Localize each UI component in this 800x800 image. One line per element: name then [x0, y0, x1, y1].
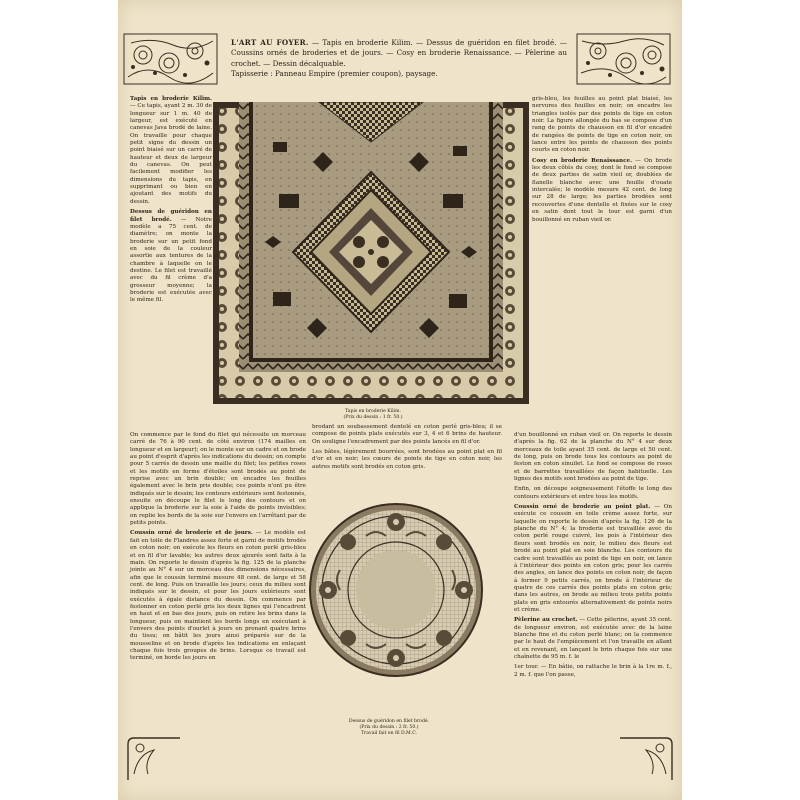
cushion-openwork-details: Les bâtes, légèrement bourrées, sont brodées au point plat en fil d'or et en noir; les cœurs de points de tige en coton noir, les autres motifs sont brodés en coton gris.	[312, 449, 502, 470]
column-2-body	[312, 424, 502, 474]
column-1-body	[130, 432, 306, 666]
floral-ornament-right	[576, 33, 671, 85]
magazine-page	[118, 0, 682, 800]
doily-section-text: — Notre modèle a 75 cent. de diamètre; on monte la broderie sur un petit fond en soie de la couleur assortie aux tentures de la chambre à laquelle on le destine. Le filet est travaillé avec du fil crème d'a grosseur moyenne; la broderie est exécutée avec le même fil.	[130, 216, 212, 304]
header-contents: — Tapis en broderie Kilim. — Dessus de guéridon en filet brodé. — Coussins ornés de broderies et de jours. — Cosy en broderie Renaissance. — Pèlerine au crochet. — Dessin décalquable.	[231, 38, 567, 68]
cushion-openwork-text: — Le modèle est fait en toile de Flandres assez forte et garni de motifs brodés en coton noir; on exécute les fleurs en coton perlé gris-bleu et en fil d'or lavable; les autres deux ajourés sont faits à la main. On reporte le dessin d'après la fig. 125 de la planche jointe au N° 4 sur un morceau des dimensions nécessaires, afin que le coussin terminé mesure 48 cent. de large et 58 cent. de long. Puis on travaille les jours; ceux du milieu sont indiqués sur le dessin, et pour les jours extérieurs sont exécutés à égale distance du dessin. On commence par festonner en coton perlé gris les deux lignes qui l'encadrent en haut et en bas des jours, puis on retire les brins dans la longueur, puis on maintient les bords longs en exécutant à l'envers des points d'ourlet à jours en prenant quatre brins du tissu; on bâtit les jours ainsi préparés sur de la mousseline et on brode d'après les indications en enlaçant chaque fois trois groupes de brins. Lorsque ce travail est terminé, on borde les jours en	[130, 530, 307, 662]
doily-section-title: Dessus de guéridon en filet brodé.	[130, 209, 212, 223]
flat-stitch-cushion-text: — On exécute ce coussin en toile crème assez forte, sur laquelle on reporte le dessin d'après la fig. 126 de la planche du N° 4; la broderie est travaillée avec du coton perlé rouge cuivré, les pois à l'intérieur des fleurs sont brodés en noir, le milieu des fleurs est brodé au point plat en soie blanche. Les contours du cadre sont travaillés au point de tige en noir, on lance à l'intérieur des points en coton gris; pour les carrés des angles, on lance des points en coton noir, de façon à former 9 petits carrés, on brode à l'intérieur de quatre de ces carrés des points plats en coton gris; dans les autres, on brode au milieu trois petits points plats en gris entourés alternativement de points noirs et crème.	[514, 504, 672, 613]
rug-caption	[318, 409, 428, 421]
rug-section-title: Tapis en broderie Kilim.	[130, 96, 212, 102]
corner-ornament-left	[124, 734, 184, 784]
column-left-top	[130, 96, 212, 308]
column-3-body	[514, 432, 672, 682]
corner-ornament-right	[616, 734, 676, 784]
rug-caption-title: Tapis en broderie Kilim.	[345, 409, 401, 414]
rug-section-text: — Ce tapis, ayant 2 m. 30 de longueur sur 1 m. 40 de largeur, est exécuté en canevas Java brodé de laine. On travaille pour chaque petit signe du dessin un point biaisé sur un carré de hauteur et deux de largeur du canevas. On peut facilement modifier les dimensions du tapis, en supprimant ou bien en ajoutant des motifs du dessin.	[130, 103, 212, 205]
header-title: L'ART AU FOYER.	[231, 38, 309, 47]
round-doily-illustration	[306, 470, 486, 718]
header-line3: Tapisserie : Panneau Empire (premier coupon), paysage.	[231, 69, 438, 79]
doily-instructions: On commence par le fond du filet qui nécessite un morceau carré de 76 à 90 cent. de côté environ (174 mailles en longueur et en largeur); on le monte sur un cadre et on brode au point d'esprit d'après les indications du dessin; on compte pour 5 carrés de dessin une maille du filet; les petites roses et les motifs en forme d'étoiles sont brodés au point de reprise avec un brin double; on encadre les feuilles également avec le brin pris double; ces points n'ont pu être indiqués sur le dessin; les contours extérieurs sont festonnés, ensuite on découpe le filet le long des contours et on applique la broderie sur la soie à l'aide de points invisibles; on replie les bords de la soie sur l'envers en l'arrêtant par de petits points.	[130, 432, 306, 527]
crochet-cape-text: — Cette pèlerine, ayant 35 cent. de longueur environ, est exécutée avec de la laine blanche fine et du coton perlé blanc; on la commence par le haut de l'empiècement et l'on travaille en allant et en revenant, en lançant le brin chaque fois sur une chaînette de 95 m. f. le	[514, 617, 672, 660]
doily-caption-note: Travail fait en fil D.M.C.	[360, 731, 418, 736]
cosy-instructions-continued: d'un bouillonné en ruban vieil or. On reporte le dessin d'après la fig. 62 de la planche du N° 4 sur deux morceaux de toile ayant 35 cent. de large et 50 cent. de long, puis on brode tous les contours au point de feston en coton sinuilet. Le fond se compose de roses et de barrettes travaillées de façon habituelle. Les lignes des motifs sont brodées au point de tige.	[514, 432, 672, 483]
doily-caption	[324, 719, 454, 737]
floral-ornament-left	[123, 33, 218, 85]
cushion-openwork-continued: brodant un soubassement dentelé en coton perlé gris-bleu; il se compose de points plats exécutés sur 3, 4 et 6 brins de hauteur. On souligne l'encadrement par des points lancés en fil d'or.	[312, 424, 502, 445]
rug-embroidery-continued: gris-bleu, les feuilles au point plat biaisé, les nervures des feuilles en noir; on encadre les triangles isolés par des points de tige en coton noir. La figure allongée du bas se compose d'un rang de points de chausson en fil d'or encadré de rangées de points de tige en coton noir, on lance entre les points de chausson des points courts en coton noir.	[532, 96, 672, 154]
column-right-top	[532, 96, 672, 227]
cushion-openwork-title: Coussin orné de broderie et de jours.	[130, 530, 253, 537]
crochet-cape-title: Pèlerine au crochet.	[514, 617, 578, 624]
rug-caption-price: (Prix du dessin : 1 fr. 50.)	[343, 415, 403, 420]
doily-caption-title: Dessus de guéridon en filet brodé.	[348, 719, 430, 724]
crochet-first-row: 1er tour. — En bâtie, on rattache le brin à la 1re m. f., 2 m. f. que l'on passe,	[514, 664, 672, 678]
doily-caption-price: (Prix du dessin : 2 fr. 50.)	[359, 725, 419, 730]
cosy-section-title: Cosy en broderie Renaissance.	[532, 157, 633, 164]
page-header	[231, 38, 567, 80]
flat-stitch-cushion-title: Coussin orné de broderie au point plat.	[514, 504, 651, 511]
cosy-cutting-note: Enfin, on découpe soigneusement l'étoffe le long des contours extérieurs et entre tous les motifs.	[514, 486, 672, 500]
kilim-rug-illustration	[213, 102, 529, 404]
cosy-section-text: — On brode les deux côtés du cosy, dont le fond se compose de deux parties de satin vieil or, doublées de flanelle blanche avec une feuille d'ouate intercalée; le modèle mesure 42 cent. de long sur 28 de large; les parties brodées sont recouvertes d'une dentelle et fixées sur le cosy en satin dont tout le tour est garni d'un bouillonné en ruban vieil or.	[532, 157, 672, 223]
